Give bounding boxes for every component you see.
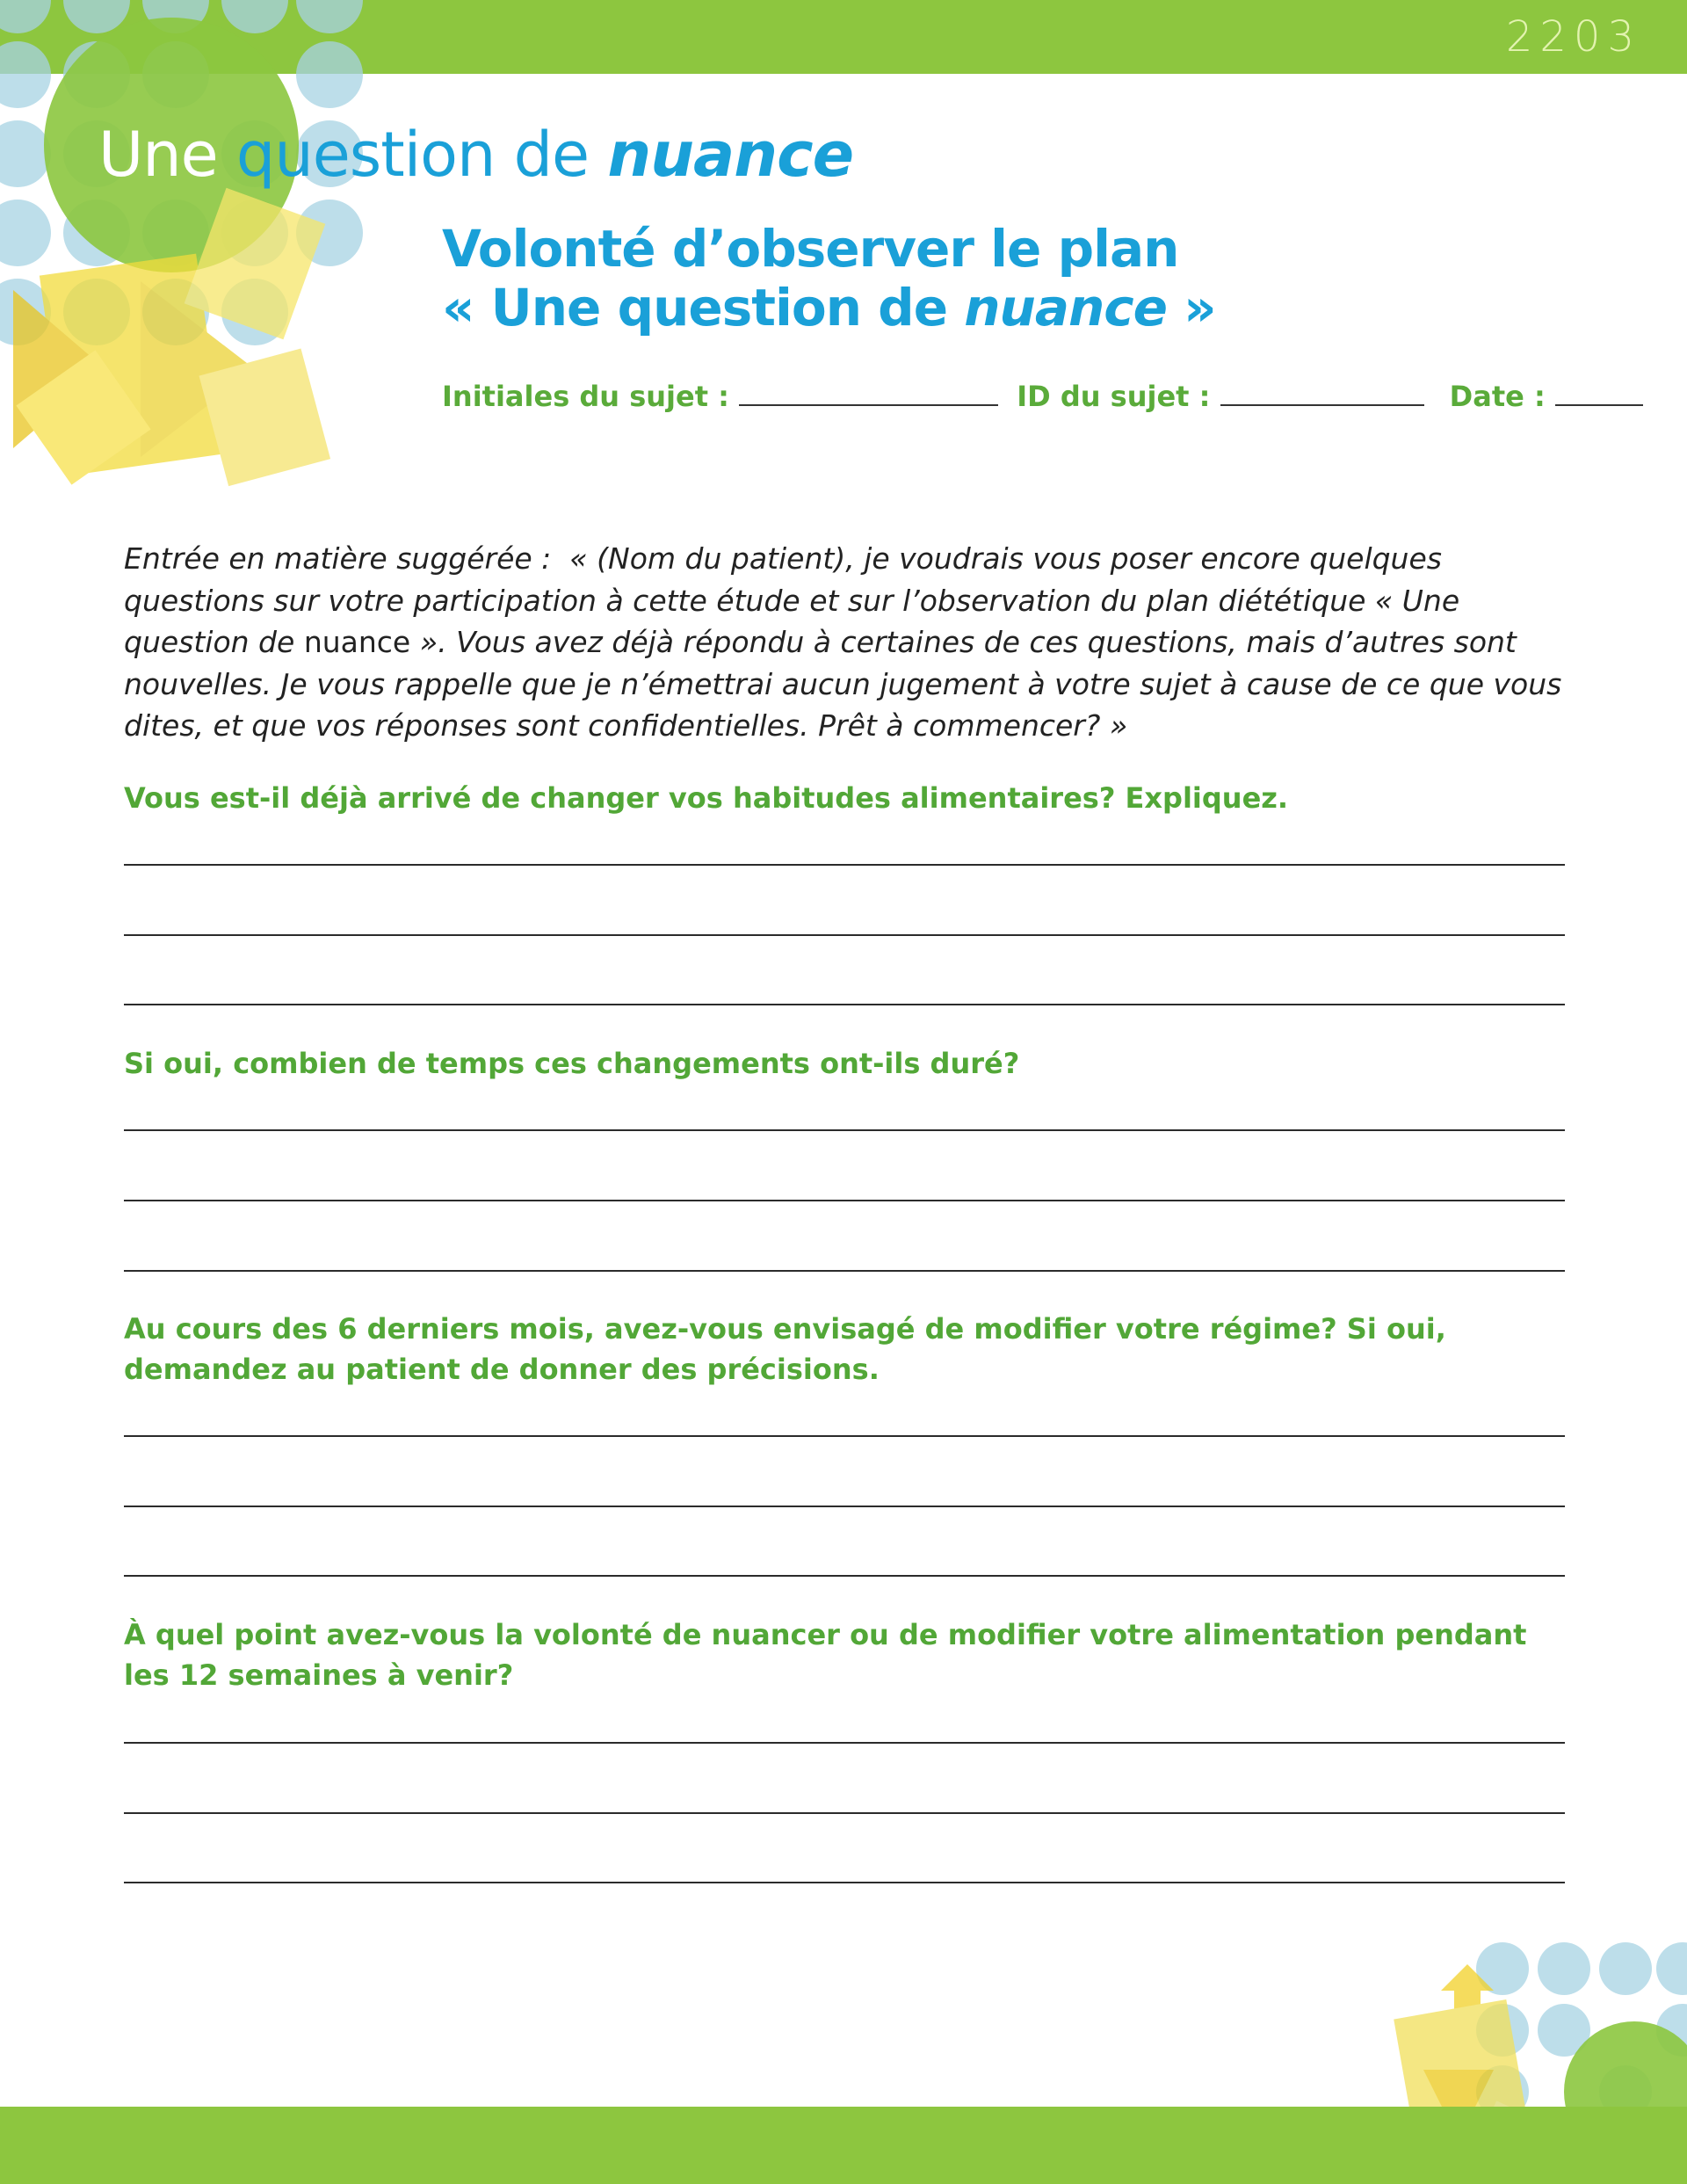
intro-lead: Entrée en matière suggérée : [124,541,552,576]
document-title [442,220,1216,337]
decorative-pattern-top-left [0,0,369,510]
answer-line[interactable] [124,1200,1565,1201]
answer-line[interactable] [124,1435,1565,1437]
brand-emphasis: nuance [607,119,854,191]
intro-text-after: ». Vous avez déjà répondu à certaines de ces questions, mais d’autres sont nouvelles. Je vous rappelle que je n’émettrai aucun jugement à votre sujet à cause de ce que vous dites, et que vos réponses sont confidentielles. Prêt à commencer? » [124,625,1562,743]
answer-line[interactable] [124,1742,1565,1744]
date-field[interactable] [1555,383,1643,406]
bottom-band [0,2107,1687,2184]
intro-paragraph [124,538,1565,747]
intro-text: « (Nom du patient), je voudrais vous poser encore quelques questions sur votre participation à cette étude et sur l’observation du plan diététique « Une question de [124,541,1460,659]
answer-line[interactable] [124,934,1565,936]
answer-line[interactable] [124,1506,1565,1507]
initials-field[interactable] [739,383,998,406]
question-3: Au cours des 6 derniers mois, avez-vous envisagé de modifier votre régime? Si oui, demandez au patient de donner des précisions. [124,1312,1446,1386]
question-1: Vous est-il déjà arrivé de changer vos habitudes alimentaires? Expliquez. [124,781,1289,815]
answer-line[interactable] [124,1129,1565,1131]
intro-emphasis: nuance [303,625,411,659]
brand-prefix: Une [98,119,218,191]
subject-fields [442,380,1643,413]
document-title-line-1: Volonté d’observer le plan [442,219,1179,279]
question-2: Si oui, combien de temps ces changements ont-ils duré? [124,1047,1020,1080]
answer-line[interactable] [124,864,1565,866]
answer-line[interactable] [124,1812,1565,1814]
initials-label: Initiales du sujet : [442,380,729,413]
answer-line[interactable] [124,1270,1565,1272]
answer-line[interactable] [124,1004,1565,1005]
date-label: Date : [1449,380,1546,413]
question-4: À quel point avez-vous la volonté de nuancer ou de modifier votre alimentation pendant les 12 semaines à venir? [124,1618,1527,1692]
subject-id-label: ID du sujet : [1017,380,1211,413]
document-title-line-2: « Une question de nuance » [442,278,1216,337]
subject-id-field[interactable] [1220,383,1424,406]
answer-line[interactable] [124,1575,1565,1577]
brand-title [98,119,853,191]
answer-line[interactable] [124,1882,1565,1883]
brand-middle: question de [217,119,608,191]
page-number: 2203 [1505,12,1641,62]
